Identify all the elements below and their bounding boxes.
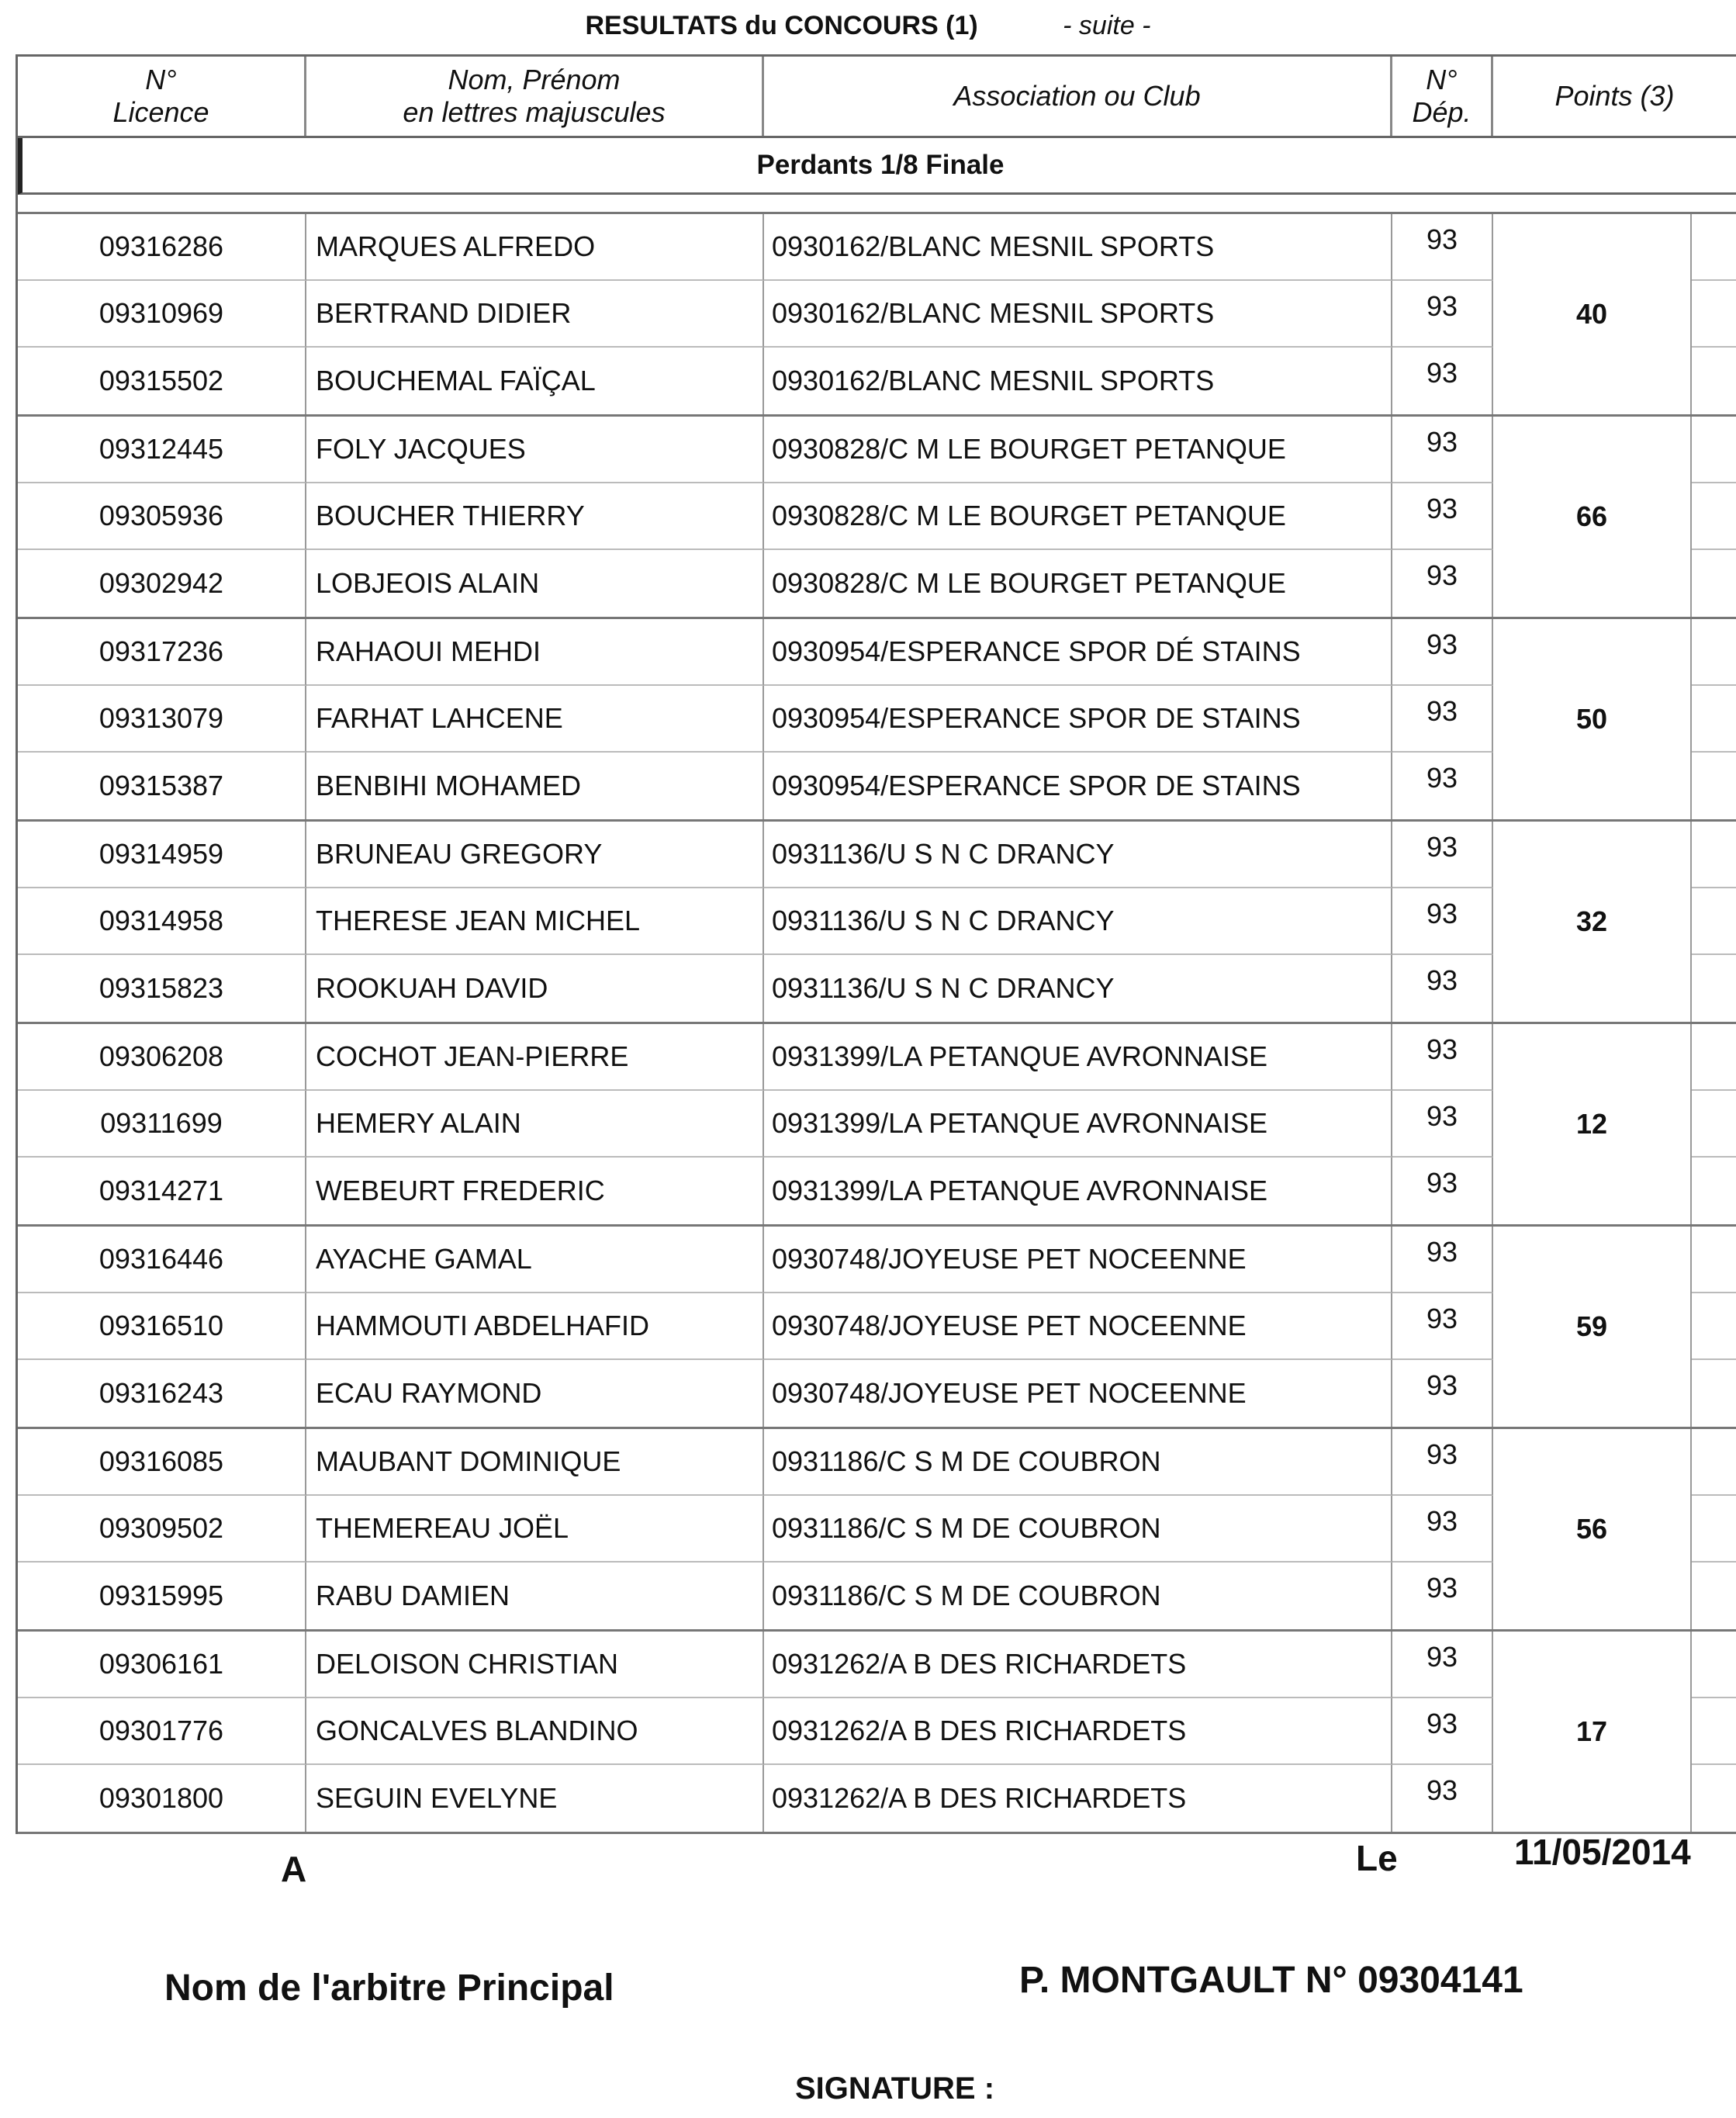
extra-column-cell [1692, 214, 1736, 281]
name-cell: HAMMOUTI ABDELHAFID [306, 1293, 764, 1360]
team-points: 59 [1493, 1227, 1692, 1427]
col-header-points: Points (3) [1493, 57, 1736, 136]
extra-column-cell [1692, 550, 1736, 617]
team-points: 12 [1493, 1024, 1692, 1224]
club-cell: 0931186/C S M DE COUBRON [764, 1429, 1392, 1496]
team-group [18, 819, 1736, 1022]
team-points: 50 [1493, 619, 1692, 819]
licence-cell: 09309502 [18, 1496, 306, 1563]
licence-cell: 09301776 [18, 1698, 306, 1765]
licence-cell: 09315823 [18, 955, 306, 1022]
dep-cell: 93 [1392, 1227, 1493, 1293]
dep-cell: 93 [1392, 1632, 1493, 1698]
name-cell: BOUCHER THIERRY [306, 483, 764, 550]
club-cell: 0930954/ESPERANCE SPOR DE STAINS [764, 753, 1392, 819]
club-cell: 0931136/U S N C DRANCY [764, 955, 1392, 1022]
extra-column-cell [1692, 955, 1736, 1022]
name-cell: MAUBANT DOMINIQUE [306, 1429, 764, 1496]
extra-column-cell [1692, 619, 1736, 686]
col-header-dep: N° Dép. [1392, 57, 1493, 136]
col-header-club: Association ou Club [764, 57, 1392, 136]
name-cell: FOLY JACQUES [306, 417, 764, 483]
team-groups [18, 212, 1736, 1834]
club-cell: 0930162/BLANC MESNIL SPORTS [764, 281, 1392, 348]
extra-column-cell [1692, 1765, 1736, 1832]
club-cell: 0930828/C M LE BOURGET PETANQUE [764, 483, 1392, 550]
club-cell: 0930748/JOYEUSE PET NOCEENNE [764, 1293, 1392, 1360]
club-cell: 0931399/LA PETANQUE AVRONNAISE [764, 1024, 1392, 1091]
team-points: 32 [1493, 822, 1692, 1022]
club-cell: 0930748/JOYEUSE PET NOCEENNE [764, 1360, 1392, 1427]
dep-cell: 93 [1392, 888, 1493, 955]
extra-column-cell [1692, 1698, 1736, 1765]
place-label: A [281, 1849, 307, 1889]
club-cell: 0930828/C M LE BOURGET PETANQUE [764, 550, 1392, 617]
licence-cell: 09313079 [18, 686, 306, 753]
name-cell: LOBJEOIS ALAIN [306, 550, 764, 617]
extra-column-cell [1692, 1360, 1736, 1427]
extra-column-cell [1692, 1024, 1736, 1091]
date-label: Le [1356, 1838, 1398, 1878]
licence-cell: 09314959 [18, 822, 306, 888]
extra-column-cell [1692, 686, 1736, 753]
page-title [0, 11, 1736, 41]
licence-cell: 09316446 [18, 1227, 306, 1293]
name-cell: WEBEURT FREDERIC [306, 1158, 764, 1224]
extra-column-cell [1692, 822, 1736, 888]
extra-column-cell [1692, 1227, 1736, 1293]
name-cell: THERESE JEAN MICHEL [306, 888, 764, 955]
licence-cell: 09316510 [18, 1293, 306, 1360]
referee-label: Nom de l'arbitre Principal [164, 1967, 614, 2009]
licence-cell: 09302942 [18, 550, 306, 617]
club-cell: 0931186/C S M DE COUBRON [764, 1496, 1392, 1563]
dep-cell: 93 [1392, 686, 1493, 753]
extra-column-cell [1692, 348, 1736, 414]
extra-column-cell [1692, 1632, 1736, 1698]
dep-cell: 93 [1392, 822, 1493, 888]
dep-cell: 93 [1392, 1765, 1493, 1832]
name-cell: AYACHE GAMAL [306, 1227, 764, 1293]
team-group [18, 617, 1736, 819]
licence-cell: 09311699 [18, 1091, 306, 1158]
club-cell: 0931262/A B DES RICHARDETS [764, 1698, 1392, 1765]
club-cell: 0930162/BLANC MESNIL SPORTS [764, 214, 1392, 281]
dep-cell: 93 [1392, 1563, 1493, 1629]
licence-cell: 09310969 [18, 281, 306, 348]
club-cell: 0930954/ESPERANCE SPOR DE STAINS [764, 686, 1392, 753]
dep-cell: 93 [1392, 550, 1493, 617]
licence-cell: 09306161 [18, 1632, 306, 1698]
dep-cell: 93 [1392, 417, 1493, 483]
name-cell: SEGUIN EVELYNE [306, 1765, 764, 1832]
name-cell: BRUNEAU GREGORY [306, 822, 764, 888]
extra-column-cell [1692, 1563, 1736, 1629]
dep-cell: 93 [1392, 1158, 1493, 1224]
dep-cell: 93 [1392, 1091, 1493, 1158]
name-cell: BENBIHI MOHAMED [306, 753, 764, 819]
extra-column-cell [1692, 281, 1736, 348]
extra-column-cell [1692, 753, 1736, 819]
subtitle-text: - suite - [1063, 11, 1151, 40]
name-cell: BERTRAND DIDIER [306, 281, 764, 348]
team-group [18, 1427, 1736, 1629]
team-group [18, 414, 1736, 617]
club-cell: 0931262/A B DES RICHARDETS [764, 1765, 1392, 1832]
name-cell: BOUCHEMAL FAÏÇAL [306, 348, 764, 414]
club-cell: 0931262/A B DES RICHARDETS [764, 1632, 1392, 1698]
team-group [18, 212, 1736, 414]
extra-column-cell [1692, 417, 1736, 483]
results-table [16, 54, 1736, 1834]
licence-cell: 09301800 [18, 1765, 306, 1832]
team-points: 56 [1493, 1429, 1692, 1629]
team-group [18, 1629, 1736, 1834]
extra-column-cell [1692, 1429, 1736, 1496]
club-cell: 0930162/BLANC MESNIL SPORTS [764, 348, 1392, 414]
extra-column-cell [1692, 1091, 1736, 1158]
licence-cell: 09317236 [18, 619, 306, 686]
name-cell: RABU DAMIEN [306, 1563, 764, 1629]
name-cell: ECAU RAYMOND [306, 1360, 764, 1427]
date-value: 11/05/2014 [1514, 1832, 1691, 1872]
extra-column-cell [1692, 1496, 1736, 1563]
club-cell: 0931399/LA PETANQUE AVRONNAISE [764, 1091, 1392, 1158]
licence-cell: 09312445 [18, 417, 306, 483]
dep-cell: 93 [1392, 1429, 1493, 1496]
name-cell: COCHOT JEAN-PIERRE [306, 1024, 764, 1091]
team-points: 66 [1493, 417, 1692, 617]
referee-value: P. MONTGAULT N° 09304141 [1019, 1960, 1523, 2001]
name-cell: DELOISON CHRISTIAN [306, 1632, 764, 1698]
licence-cell: 09316286 [18, 214, 306, 281]
dep-cell: 93 [1392, 1293, 1493, 1360]
title-text: RESULTATS du CONCOURS (1) [585, 11, 978, 40]
club-cell: 0931136/U S N C DRANCY [764, 888, 1392, 955]
name-cell: GONCALVES BLANDINO [306, 1698, 764, 1765]
dep-cell: 93 [1392, 281, 1493, 348]
club-cell: 0930828/C M LE BOURGET PETANQUE [764, 417, 1392, 483]
dep-cell: 93 [1392, 214, 1493, 281]
club-cell: 0931186/C S M DE COUBRON [764, 1563, 1392, 1629]
table-header [18, 57, 1736, 138]
name-cell: HEMERY ALAIN [306, 1091, 764, 1158]
licence-cell: 09316243 [18, 1360, 306, 1427]
col-header-licence: N° Licence [18, 57, 306, 136]
name-cell: FARHAT LAHCENE [306, 686, 764, 753]
name-cell: RAHAOUI MEHDI [306, 619, 764, 686]
dep-cell: 93 [1392, 1496, 1493, 1563]
dep-cell: 93 [1392, 1024, 1493, 1091]
extra-column-cell [1692, 483, 1736, 550]
licence-cell: 09316085 [18, 1429, 306, 1496]
name-cell: MARQUES ALFREDO [306, 214, 764, 281]
dep-cell: 93 [1392, 1360, 1493, 1427]
col-header-name: Nom, Prénom en lettres majuscules [306, 57, 764, 136]
name-cell: ROOKUAH DAVID [306, 955, 764, 1022]
dep-cell: 93 [1392, 955, 1493, 1022]
team-group [18, 1022, 1736, 1224]
licence-cell: 09306208 [18, 1024, 306, 1091]
team-points: 40 [1493, 214, 1692, 414]
licence-cell: 09314958 [18, 888, 306, 955]
dep-cell: 93 [1392, 753, 1493, 819]
team-points: 17 [1493, 1632, 1692, 1832]
dep-cell: 93 [1392, 348, 1493, 414]
club-cell: 0930748/JOYEUSE PET NOCEENNE [764, 1227, 1392, 1293]
signature-label: SIGNATURE : [795, 2071, 995, 2106]
extra-column-cell [1692, 888, 1736, 955]
club-cell: 0931399/LA PETANQUE AVRONNAISE [764, 1158, 1392, 1224]
licence-cell: 09315387 [18, 753, 306, 819]
club-cell: 0931136/U S N C DRANCY [764, 822, 1392, 888]
licence-cell: 09305936 [18, 483, 306, 550]
extra-column-cell [1692, 1158, 1736, 1224]
dep-cell: 93 [1392, 1698, 1493, 1765]
licence-cell: 09315995 [18, 1563, 306, 1629]
dep-cell: 93 [1392, 483, 1493, 550]
dep-cell: 93 [1392, 619, 1493, 686]
name-cell: THEMEREAU JOËL [306, 1496, 764, 1563]
club-cell: 0930954/ESPERANCE SPOR DÉ STAINS [764, 619, 1392, 686]
team-group [18, 1224, 1736, 1427]
licence-cell: 09314271 [18, 1158, 306, 1224]
licence-cell: 09315502 [18, 348, 306, 414]
extra-column-cell [1692, 1293, 1736, 1360]
section-title: Perdants 1/8 Finale [18, 138, 1736, 195]
